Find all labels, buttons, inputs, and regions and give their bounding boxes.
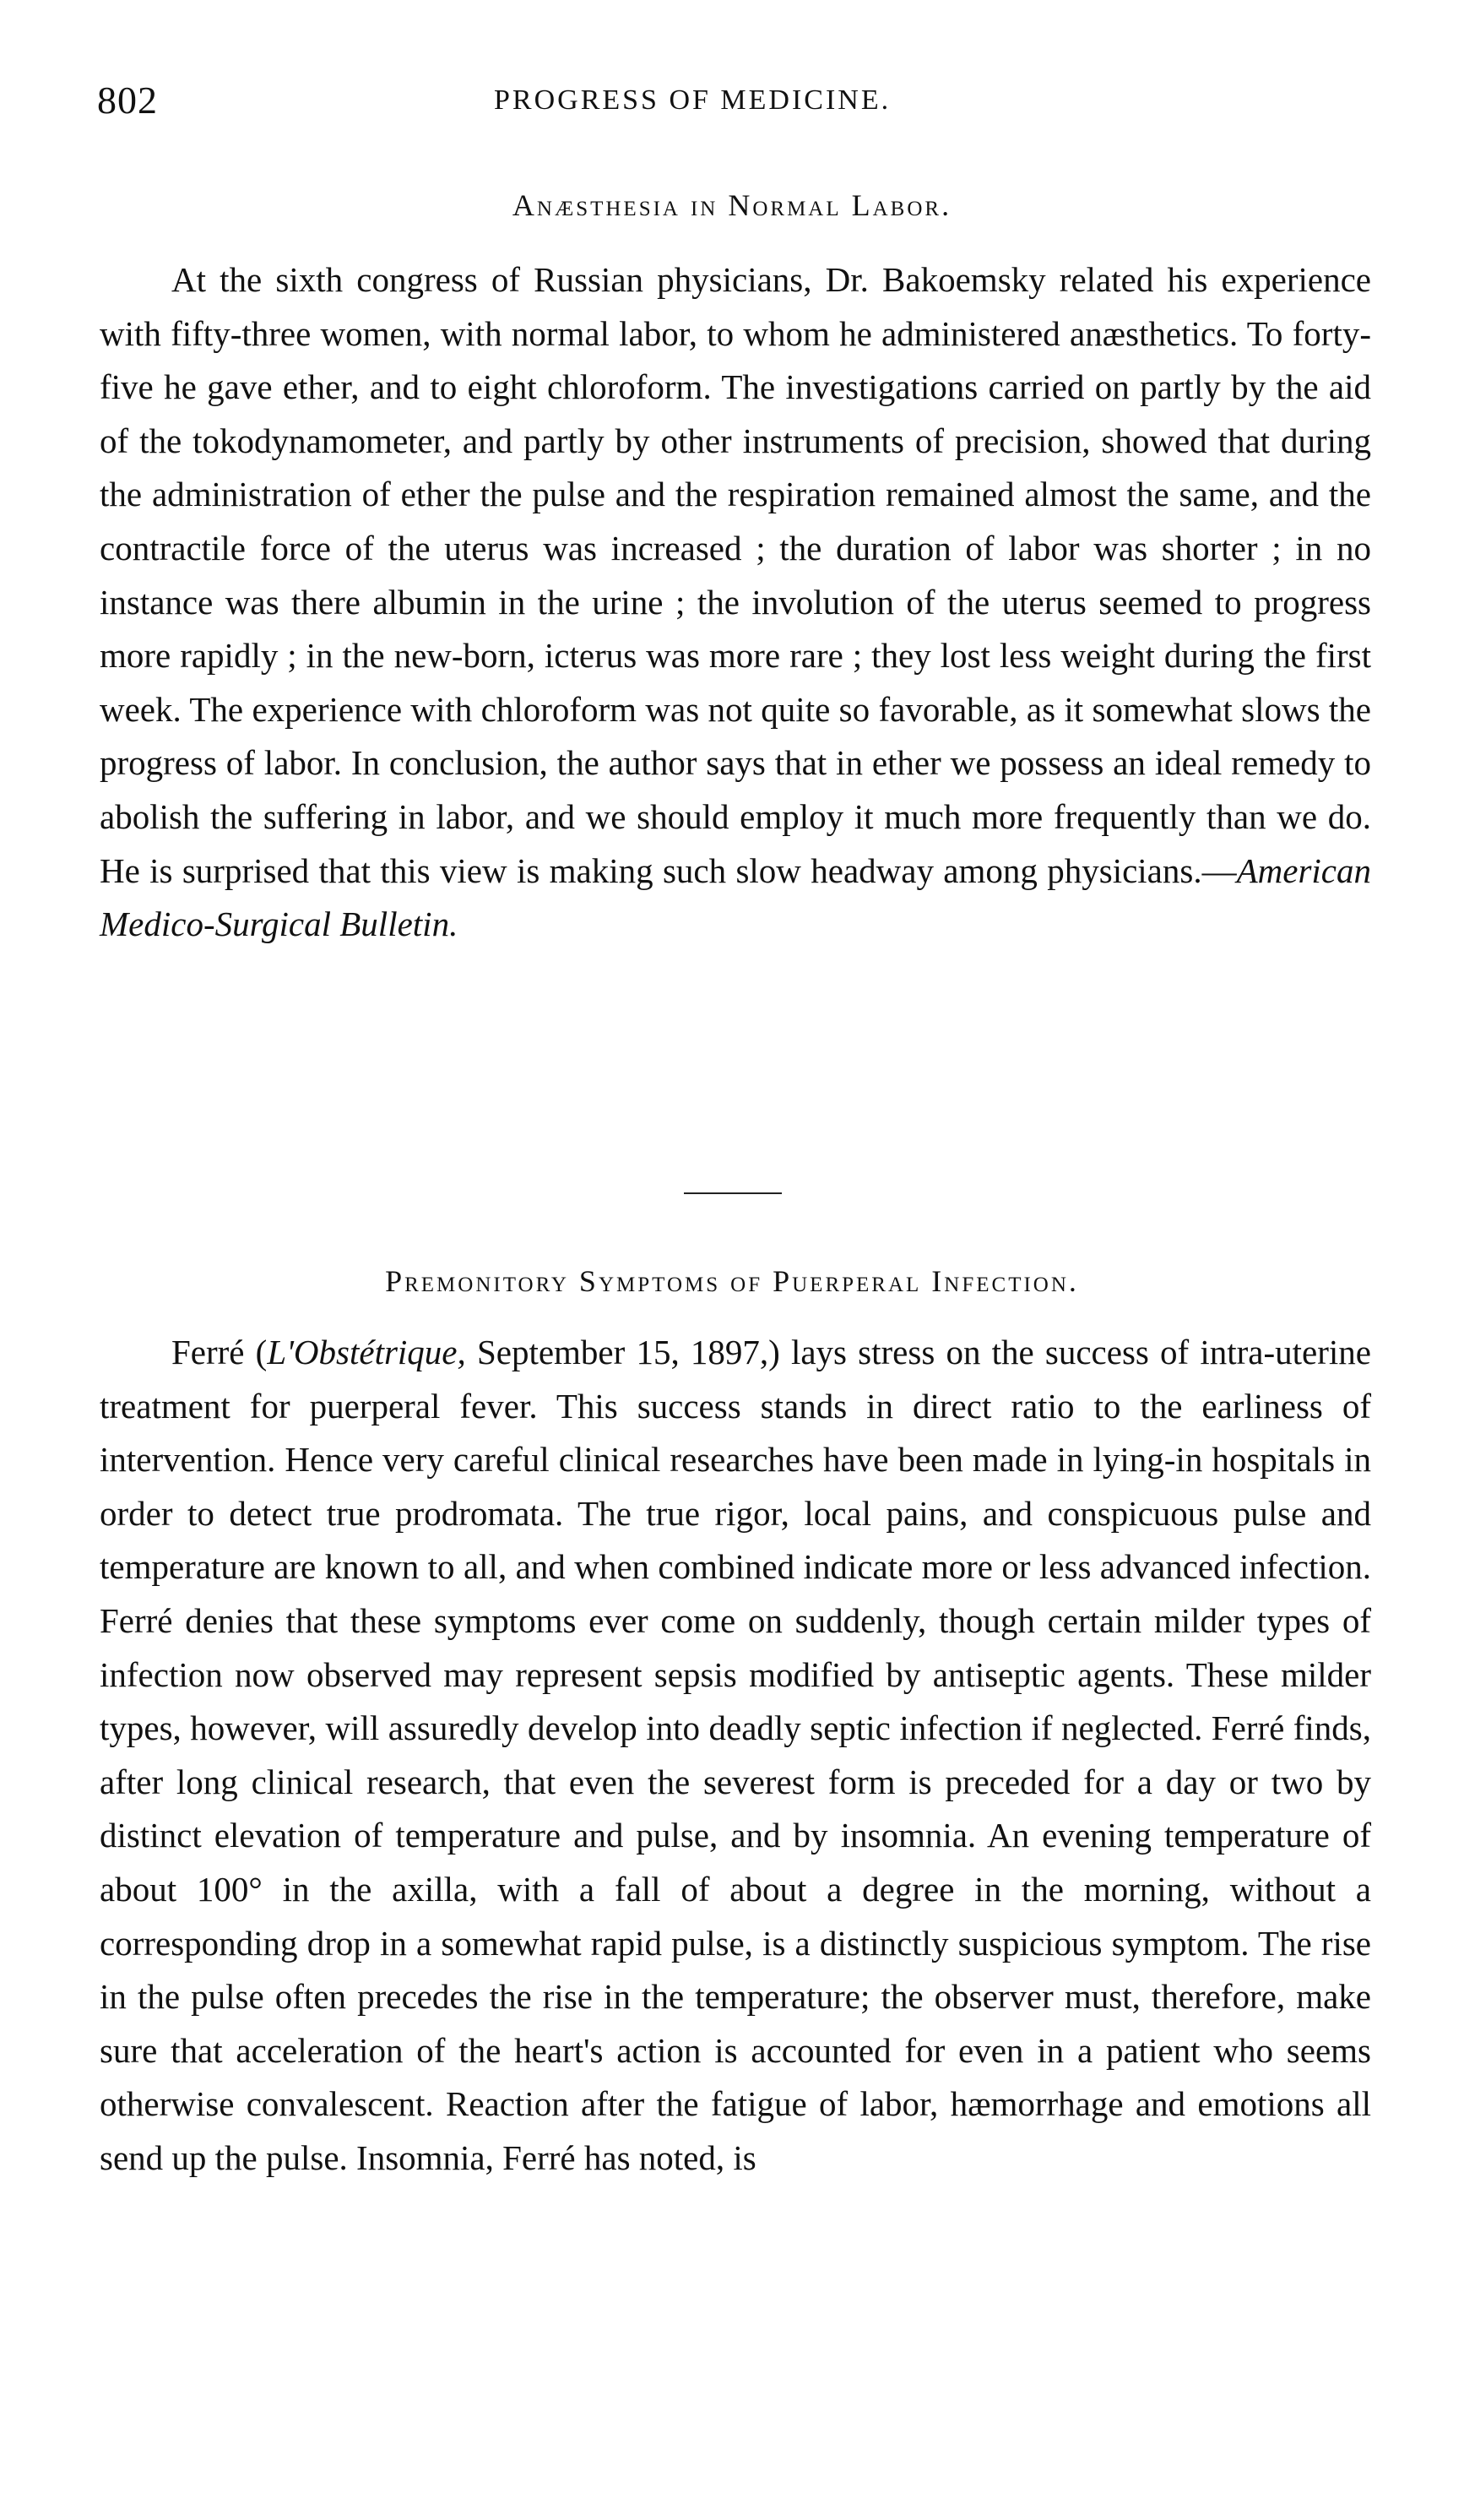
section-title-puerperal-infection: Premonitory Symptoms of Puerperal Infection.: [385, 1264, 1079, 1298]
page-number: 802: [97, 79, 158, 122]
source-citation: American Medico-Surgical Bulletin.: [100, 850, 1371, 944]
paragraph-text: September 15, 1897,) lays stress on the success of intra-uterine treatment for puerperal fever. This success stands in direct ratio to the earliness of intervention. Hence very careful clinical researches have been made in lying-in hospitals in order to detect true prodromata. The true rigor, local pains, and conspicuous pulse and temperature are known to all, and when combined indicate more or less advanced infection. Ferré denies that these symptoms ever come on suddenly, though certain milder types of infection now observed may represent sepsis modified by antiseptic agents. These milder types, however, will assuredly develop into deadly septic infection if neglected. Ferré finds, after long clinical research, that even the severest form is preceded for a day or two by distinct elevation of temperature and pulse, and by insomnia. An evening temperature of about 100° in the axilla, with a fall of about a degree in the morning, without a corresponding drop in a somewhat rapid pulse, is a distinctly suspicious symptom. The rise in the pulse often precedes the rise in the temperature; the observer must, therefore, make sure that acceleration of the heart's action is accounted for even in a patient who seems otherwise convalescent. Reaction after the fatigue of labor, hæmorrhage and emotions all send up the pulse. Insomnia, Ferré has noted, is: [100, 1333, 1371, 2177]
section-body-puerperal-infection: [100, 1326, 1371, 2186]
page-header: [97, 78, 1397, 137]
paragraph-lead: Ferré (: [171, 1333, 268, 1371]
section-title-anaesthesia: Anæsthesia in Normal Labor.: [512, 188, 952, 222]
section-body-anaesthesia: [100, 253, 1371, 952]
paragraph-text: At the sixth congress of Russian physicians, Dr. Bakoemsky related his experience with fifty-three women, with normal labor, to whom he administered anæsthetics. To forty-five he gave ether, and to eight chloroform. The investigations carried on partly by the aid of the tokodynamometer, and partly by other instruments of precision, showed that during the administration of ether the pulse and the respiration remained almost the same, and the contractile force of the uterus was increased ; the duration of labor was shorter ; in no instance was there albumin in the urine ; the involution of the uterus seemed to progress more rapidly ; in the new-born, icterus was more rare ; they lost less weight during the first week. The experience with chloroform was not quite so favorable, as it somewhat slows the progress of labor. In conclusion, the author says that in ether we possess an ideal remedy to abolish the suffering in labor, and we should employ it much more frequently than we do. He is surprised that this view is making such slow headway among physicians.—: [100, 260, 1371, 890]
paragraph: [100, 253, 1371, 952]
journal-citation: L'Obstétrique,: [267, 1333, 466, 1371]
section-divider: [684, 1192, 782, 1194]
paragraph: [100, 1326, 1371, 2186]
running-head: PROGRESS OF MEDICINE.: [494, 84, 892, 116]
